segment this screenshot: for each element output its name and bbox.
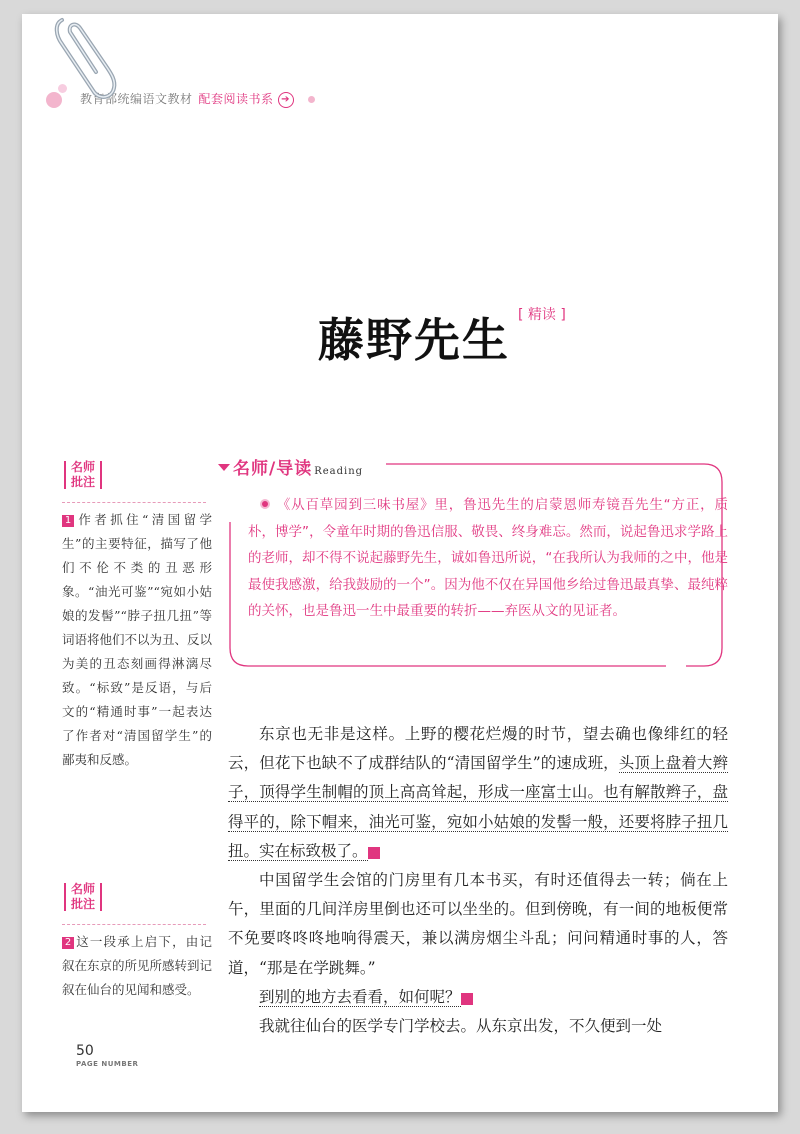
note-header-line1: 名师 [70,460,95,474]
hourglass-icon [218,464,230,471]
paragraph-1 [228,720,728,866]
note-reference-2: 2 [461,993,473,1005]
arrow-right-icon: ➔ [278,92,294,108]
note-2 [62,930,212,1002]
series-main: 教育部统编语文教材 [80,92,193,106]
note-reference-1: 1 [368,847,380,859]
note-header-1 [64,460,102,490]
page-number-label: PAGE NUMBER [76,1060,139,1068]
note-2-text: 这一段承上启下，由记叙在东京的所见所感转到记叙在仙台的见闻和感受。 [62,934,213,997]
page-title: 藤野先生 [318,313,510,367]
guide-heading-en: Reading [314,466,364,477]
paragraph-4: 我就往仙台的医学专门学校去。从东京出发，不久便到一处 [259,1017,663,1036]
paragraph-1-intro: 东京也无非是这样。上野的樱花烂熳的时节，望去确也像绯红的轻云，但花下也缺不了成群结队的“清国留学生”的速成班， [228,725,728,773]
note-divider [62,502,206,503]
guide-paragraph: 《从百草园到三味书屋》里，鲁迅先生的启蒙恩师寿镜吾先生“方正，质朴，博学”，令童年时期的鲁迅信服、敬畏、终身难忘。然而，说起鲁迅求学路上的老师，却不得不说起藤野先生，诚如鲁迅所说，“在我所认为我师的之中，他是最使我感激，给我鼓励的一个”。因为他不仅在异国他乡给过鲁迅最真挚、最纯粹的关怀，也是鲁迅一生中最重要的转折——弃医从文的见证者。 [248,497,728,619]
paragraph-2: 中国留学生会馆的门房里有几本书买，有时还值得去一转；倘在上午，里面的几间洋房里倒也还可以坐坐的。但到傍晚，有一间的地板便常不免要咚咚咚地响得震天，兼以满房烟尘斗乱；问问精通时事的人，答道，“那是在学跳舞。” [228,871,728,977]
guide-text [248,492,728,625]
paragraph-3-underlined: 到别的地方去看看，如何呢？ [259,987,461,1006]
note-number-badge: 2 [62,937,74,949]
reading-type-tag: [ 精读 ] [518,307,566,323]
note-1-text: 作者抓住“清国留学生”的主要特征，描写了他们不伦不类的丑恶形象。“油光可鉴”“宛如小姑娘的发髻”“脖子扭几扭”等词语将他们不以为丑、反以为美的丑态刻画得淋漓尽致。“标致”是反语，与后文的“精通时事”一起表达了作者对“清国留学生”的鄙夷和反感。 [62,512,213,767]
page-number: 50 [76,1043,94,1059]
paragraph-1-underlined: 头顶上盘着大辫子，顶得学生制帽的顶上高高耸起，形成一座富士山。也有解散辫子，盘得平的，除下帽来，油光可鉴，宛如小姑娘的发髻一般，还要将脖子扭几扭。实在标致极了。 [228,754,728,860]
note-number-badge: 1 [62,515,74,527]
note-divider [62,924,206,925]
note-header-line1: 名师 [70,882,95,896]
main-text [228,720,728,1041]
page [22,14,778,1112]
paperclip-icon [50,14,120,104]
series-sub: 配套阅读书系 [198,92,274,106]
guide-heading [218,454,363,479]
note-header-line2: 批注 [70,897,95,911]
note-header-2 [64,882,102,912]
guide-heading-text: 名师/导读 [233,459,313,479]
bullet-icon [262,501,268,507]
note-header-line2: 批注 [70,475,95,489]
paragraph-3 [228,983,728,1012]
note-1 [62,508,212,772]
